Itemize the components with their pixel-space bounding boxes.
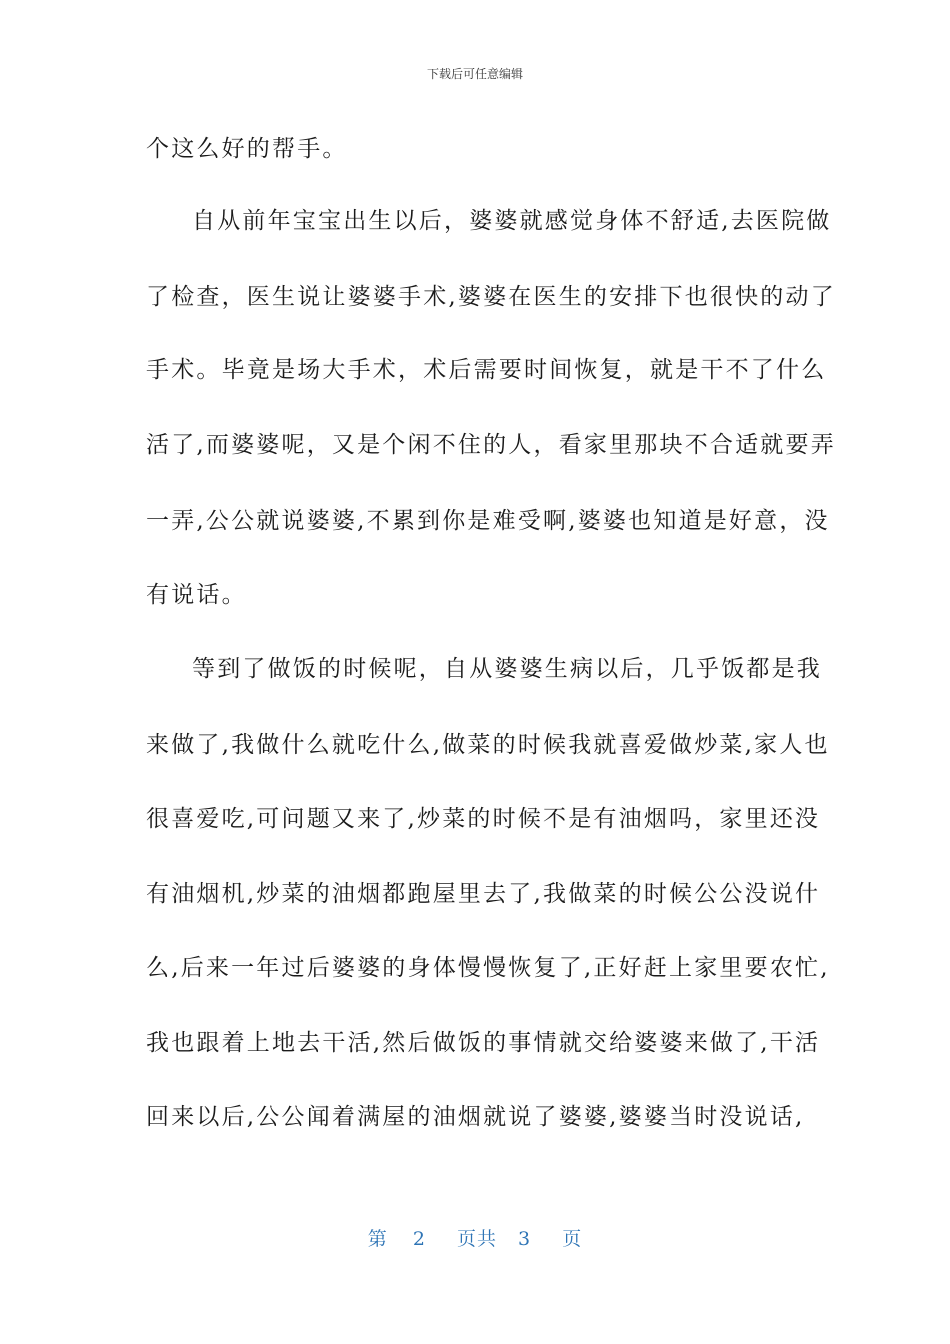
body-line: 手术。毕竟是场大手术，术后需要时间恢复，就是干不了什么 [146,357,827,383]
body-line: 活了,而婆婆呢，又是个闲不住的人，看家里那块不合适就要弄 [146,432,836,458]
paragraph-start-line: 自从前年宝宝出生以后，婆婆就感觉身体不舒适,去医院做 [192,208,832,234]
body-line: 个这么好的帮手。 [146,136,348,162]
body-line: 很喜爱吃,可问题又来了,炒菜的时候不是有油烟吗，家里还没 [146,806,821,832]
body-line: 有说话。 [146,582,247,608]
footer-middle: 页共 [456,1228,497,1250]
page-header: 下载后可任意编辑 [426,67,523,81]
body-line: 有油烟机,炒菜的油烟都跑屋里去了,我做菜的时候公公没说什 [146,881,821,907]
body-line: 一弄,公公就说婆婆,不累到你是难受啊,婆婆也知道是好意，没 [146,508,830,534]
body-line: 我也跟着上地去干活,然后做饭的事情就交给婆婆来做了,干活 [146,1030,821,1056]
body-line: 了检查，医生说让婆婆手术,婆婆在医生的安排下也很快的动了 [146,284,836,310]
footer-suffix: 页 [562,1228,583,1250]
body-line: 来做了,我做什么就吃什么,做菜的时候我就喜爱做炒菜,家人也 [146,732,830,758]
total-page-count: 3 [518,1228,532,1250]
body-line: 回来以后,公公闻着满屋的油烟就说了婆婆,婆婆当时没说话, [146,1104,805,1130]
paragraph-start-line: 等到了做饭的时候呢，自从婆婆生病以后，几乎饭都是我 [192,656,822,682]
footer-prefix: 第 [367,1228,388,1250]
body-line: 么,后来一年过后婆婆的身体慢慢恢复了,正好赶上家里要农忙, [146,955,830,981]
page-footer [0,1227,950,1251]
current-page-number: 2 [412,1228,426,1250]
